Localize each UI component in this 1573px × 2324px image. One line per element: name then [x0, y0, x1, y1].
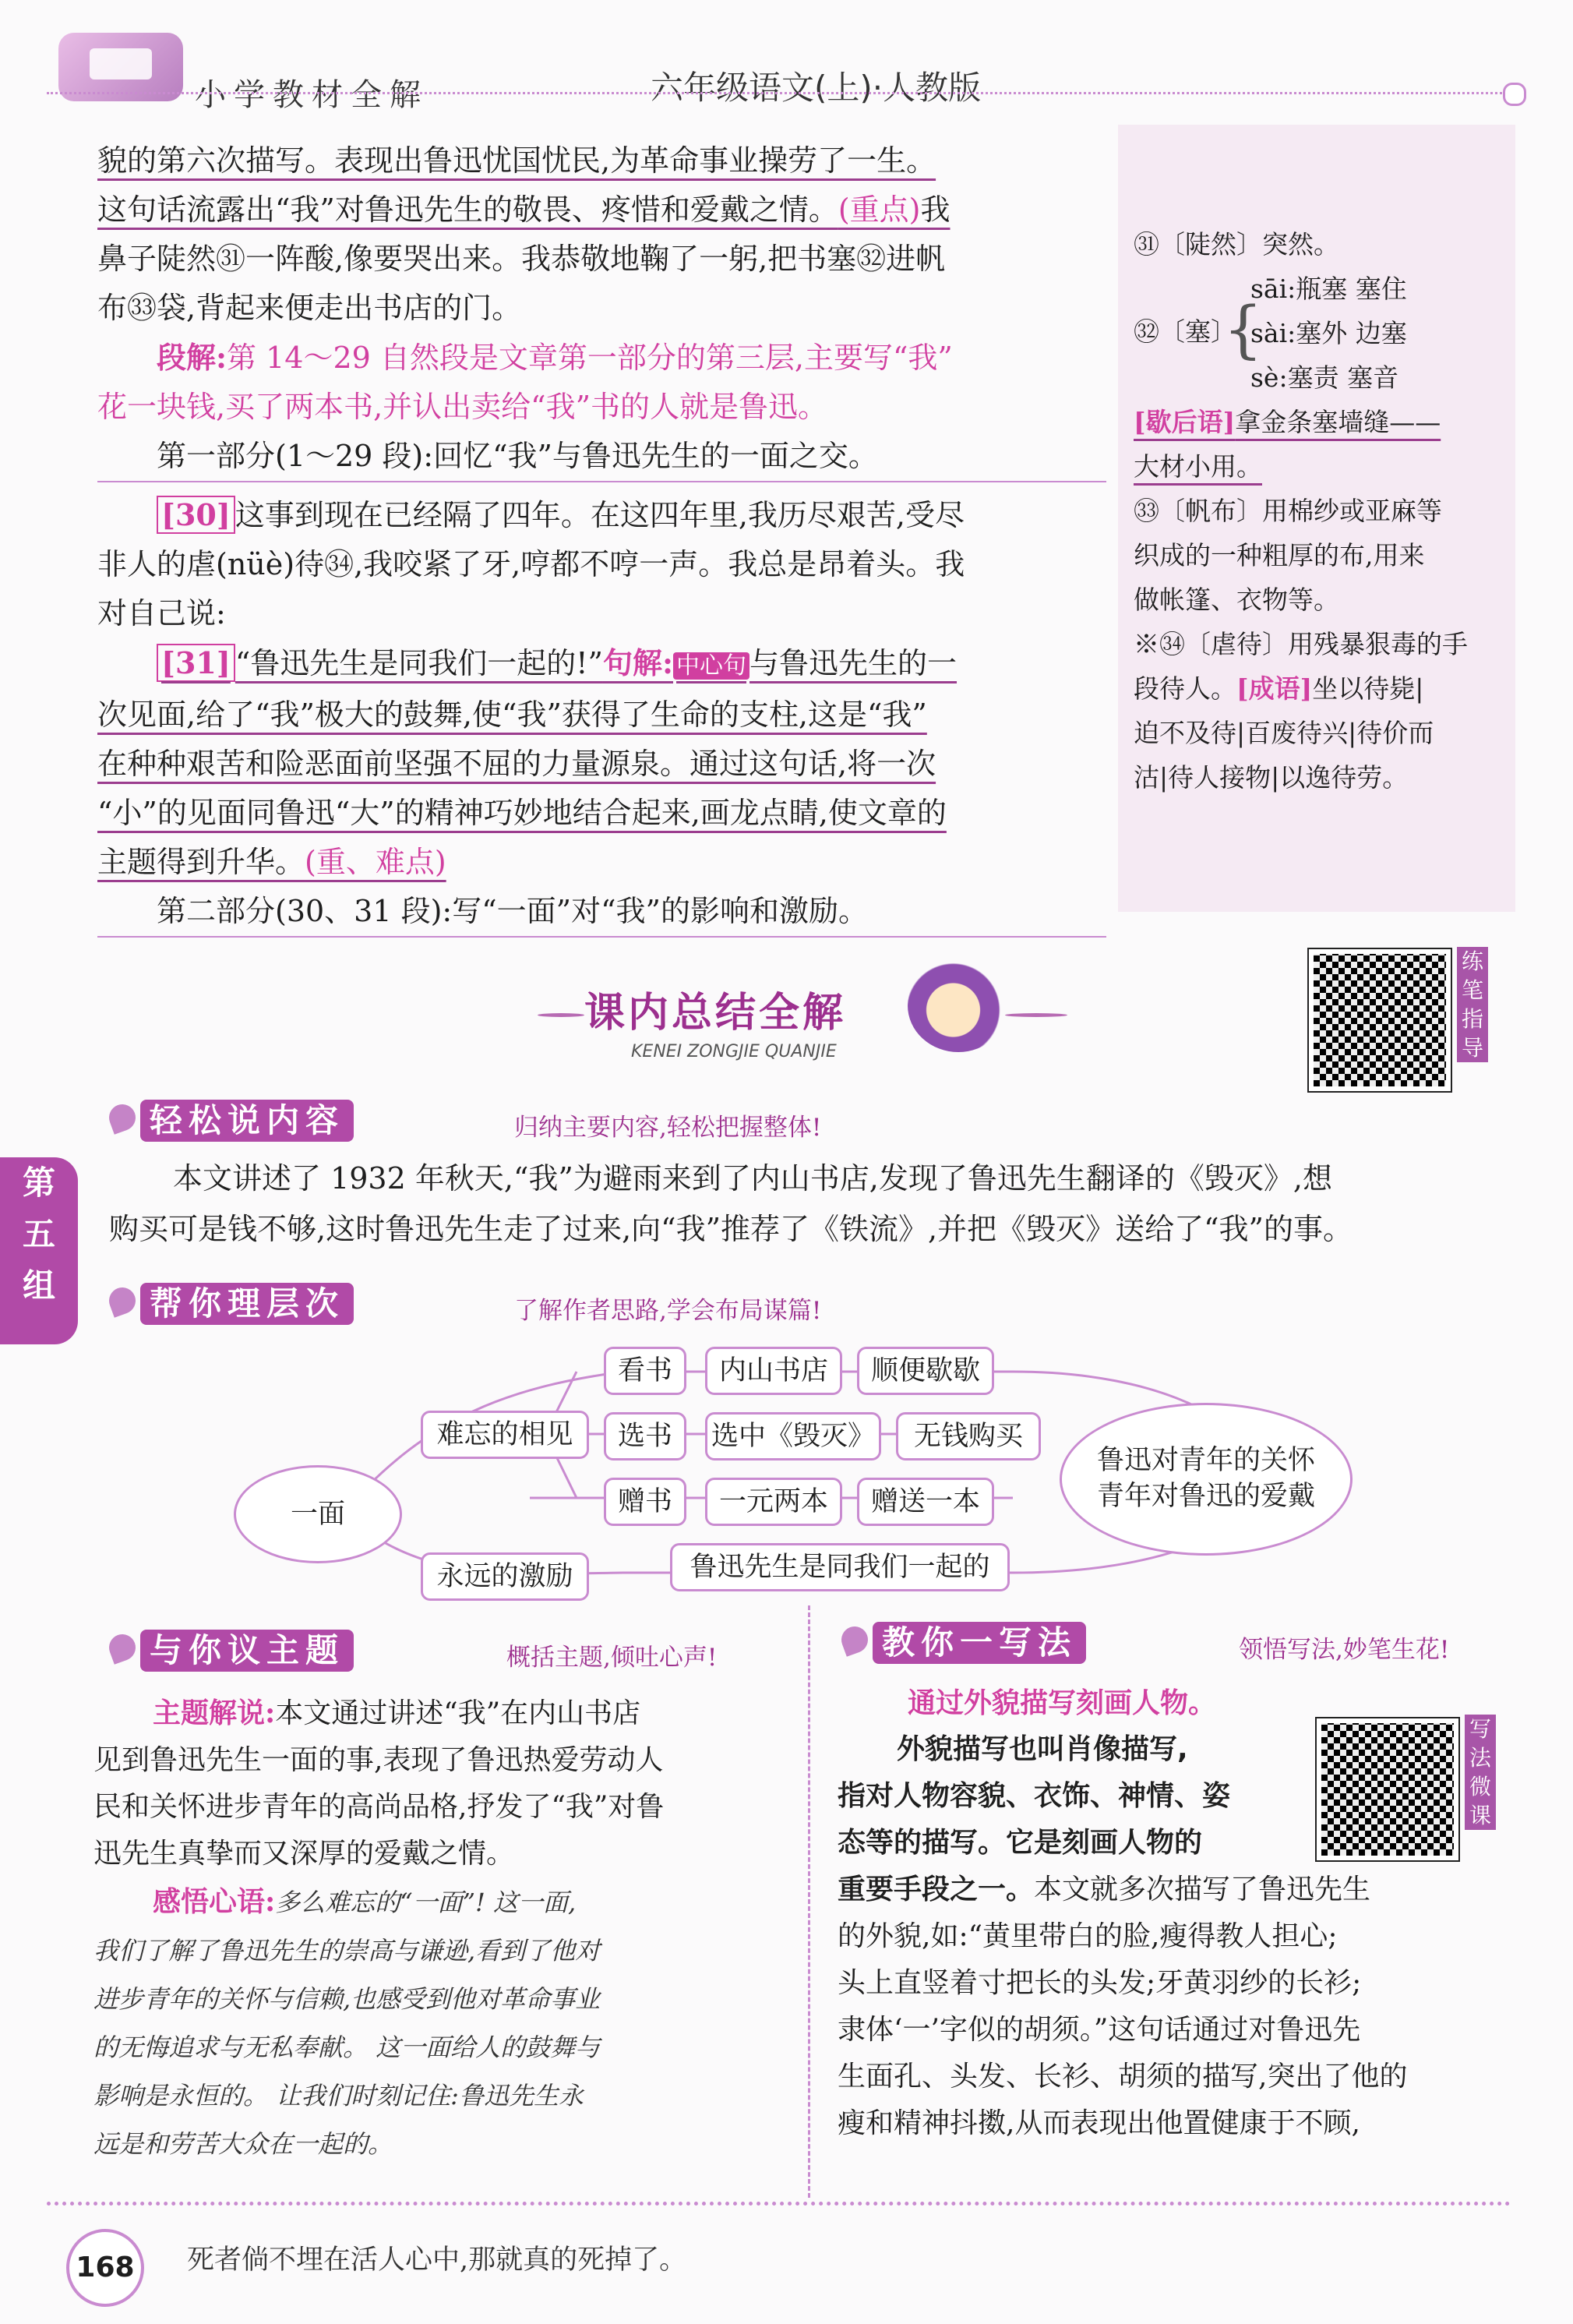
mindmap-node: 看书: [604, 1347, 686, 1395]
summary-title: [584, 962, 919, 1072]
title-wing-left: [538, 1013, 584, 1017]
note-line: 织成的一种粗厚的布,用来: [1134, 540, 1425, 570]
note-label: ※㉞〔虐待〕: [1134, 629, 1288, 659]
text-line: 购买可是钱不够,这时鲁迅先生走了过来,向“我”推荐了《铁流》,并把《毁灭》送给了“我”的事。: [109, 1212, 1353, 1246]
mindmap-node: 无钱购买: [896, 1412, 1041, 1460]
note-line: 大材小用。: [1134, 451, 1262, 482]
butterfly-icon: [105, 1100, 139, 1135]
writing-text: [838, 1679, 1500, 2147]
text-line: 生面孔、头发、长衫、胡须的描写,突出了他的: [838, 2061, 1408, 2093]
text-line: 隶体‘一’字似的胡须。”这句话通过对鲁迅先: [838, 2014, 1361, 2046]
mindmap-node: 赠送一本: [857, 1478, 994, 1526]
text-span: 第 14～29 自然段是文章第一部分的第三层,主要写“我”: [227, 341, 953, 375]
qr-label: 练笔指导: [1457, 947, 1488, 1062]
mindmap-node: 一元两本: [705, 1478, 842, 1526]
butterfly-icon: [838, 1623, 872, 1657]
text-line: 远是和劳苦大众在一起的。: [93, 2129, 393, 2159]
note-line: sài:塞外 边塞: [1250, 318, 1407, 348]
idiom-label: [成语]: [1236, 673, 1313, 704]
text-line: [93, 1877, 783, 1927]
series-logo: [58, 33, 183, 101]
hedgehog-mascot-icon: [908, 959, 1009, 1052]
text-line: [838, 1867, 1500, 1913]
unit-tab: [0, 1157, 78, 1344]
text-span: “鲁迅先生是同我们一起的!”: [235, 646, 603, 680]
text-line: 在种种艰苦和险恶面前坚强不屈的力量源泉。通过这句话,将一次: [97, 747, 936, 781]
text-line: 见到鲁迅先生一面的事,表现了鲁迅热爱劳动人: [93, 1744, 664, 1776]
unit-tab-char: 五: [22, 1215, 55, 1253]
analysis-label: 段解:: [157, 340, 227, 375]
text-line: 鼻子陡然㉛一阵酸,像要哭出来。我恭敬地鞠了一躬,把书塞㉜进帆: [97, 242, 946, 276]
butterfly-icon: [105, 1630, 139, 1665]
note-33: [1134, 489, 1508, 533]
part-summary: 第二部分(30、31 段):写“一面”对“我”的影响和激励。: [97, 887, 1106, 938]
text-line: 非人的虐(nüè)待㉞,我咬紧了牙,哼都不哼一声。我总是昂着头。我: [97, 547, 965, 581]
note-34: [1134, 622, 1508, 666]
section-subtitle: KENEI ZONGJIE QUANJIE: [631, 1042, 837, 1061]
note-line: 用棉纱或亚麻等: [1262, 496, 1442, 526]
footer-quote: 死者倘不埋在活人心中,那就真的死掉了。: [187, 2245, 687, 2276]
banner-hint: 概括主题,倾吐心声!: [506, 1644, 718, 1672]
header-dot-icon: [1503, 83, 1526, 106]
writing-banner: [841, 1617, 1511, 1669]
text-line: 对自己说:: [97, 596, 226, 630]
text-line: “小”的见面同鲁迅“大”的精神巧妙地结合起来,画龙点睛,使文章的: [97, 796, 947, 830]
banner-hint: 了解作者思路,学会布局谋篇!: [514, 1297, 822, 1325]
text-line: 次见面,给了“我”极大的鼓舞,使“我”获得了生命的支柱,这是“我”: [97, 698, 927, 732]
mindmap-branch: 难忘的相见: [421, 1411, 589, 1459]
paragraph-number: [31]: [157, 644, 235, 682]
note-line: 坐以待毙|: [1312, 673, 1424, 704]
writing-heading: 通过外貌描写刻画人物。: [908, 1686, 1217, 1719]
text-span: 主题得到升华。: [97, 845, 305, 879]
text-line: 民和关怀进步青年的高尚品格,抒发了“我”对鲁: [93, 1791, 665, 1823]
key-point-mark: (重点): [838, 192, 921, 227]
text-line: 的外貌,如:“黄里带白的脸,瘦得教人担心;: [838, 1920, 1338, 1952]
note-line: sāi:瓶塞 塞住: [1250, 274, 1407, 304]
main-text: [97, 136, 1106, 938]
mindmap-node: 赠书: [604, 1478, 686, 1526]
theme-label: 主题解说:: [153, 1697, 276, 1729]
mindmap-branch: 永远的激励: [421, 1552, 589, 1601]
mindmap-node: 顺便歇歇: [857, 1347, 994, 1395]
banner-label: 轻松说内容: [140, 1100, 354, 1142]
page-number: 168: [66, 2229, 144, 2307]
insight-label: 感悟心语:: [153, 1885, 276, 1918]
butterfly-icon: [105, 1284, 139, 1318]
note-line: 沽|待人接物|以逸待劳。: [1134, 762, 1409, 793]
mindmap-root: 一面: [234, 1465, 402, 1563]
note-line: 做帐篷、衣物等。: [1134, 585, 1339, 615]
text-span: 本文就多次描写了鲁迅先生: [1034, 1874, 1371, 1905]
mindmap-node: 选中《毁灭》: [705, 1412, 881, 1460]
text-line: 我们了解了鲁迅先生的崇高与谦逊,看到了他对: [93, 1936, 601, 1966]
note-line: 段待人。: [1134, 673, 1236, 704]
paragraph-31: [97, 638, 1106, 690]
text-line: 迅先生真挚而又深厚的爱戴之情。: [93, 1838, 515, 1870]
text-line: 进步青年的关怀与信赖,也感受到他对革命事业: [93, 1984, 601, 2014]
content-banner: [109, 1095, 1044, 1146]
banner-hint: 领悟写法,妙笔生花!: [1239, 1636, 1450, 1664]
text-span: 我: [920, 192, 951, 227]
analysis-label: 句解:: [602, 645, 674, 680]
content-summary: [109, 1153, 1504, 1255]
text-line: 布㉝袋,背起来便走出书店的门。: [97, 291, 522, 325]
text-line: 影响是永恒的。 让我们时刻记住:鲁迅先生永: [93, 2081, 584, 2110]
note-line: 用残暴狠毒的手: [1288, 629, 1468, 659]
text-line: 本文讲述了 1932 年秋天,“我”为避雨来到了内山书店,发现了鲁迅先生翻译的《毁灭》,想: [173, 1161, 1332, 1196]
theme-text: [93, 1690, 783, 2168]
mindmap-outcome: [1060, 1403, 1353, 1556]
structure-mindmap: [234, 1325, 1379, 1605]
mindmap-node: 鲁迅先生是同我们一起的: [670, 1543, 1010, 1591]
qr-label: 写法微课: [1465, 1715, 1496, 1830]
unit-tab-char: 第: [22, 1164, 55, 1202]
mindmap-node: 内山书店: [705, 1347, 842, 1395]
note-line: 拿金条塞墙缝——: [1235, 407, 1441, 437]
brace-icon: {: [1223, 293, 1263, 366]
title-wing-right: [1005, 1013, 1067, 1017]
banner-label: 与你议主题: [140, 1630, 354, 1672]
text-line: 头上直竖着寸把长的头发;牙黄羽纱的长衫;: [838, 1967, 1362, 1999]
column-divider: [808, 1605, 810, 2198]
section-title: 课内总结全解: [584, 990, 847, 1037]
footer-divider: [47, 2202, 1511, 2206]
text-span: 重要手段之一。: [838, 1874, 1035, 1905]
banner-label: 帮你理层次: [140, 1283, 354, 1325]
text-span: 多么难忘的“一面”! 这一面,: [275, 1888, 577, 1917]
outcome-line: 鲁迅对青年的关怀: [1096, 1445, 1315, 1476]
part-summary: 第一部分(1～29 段):回忆“我”与鲁迅先生的一面之交。: [97, 432, 1106, 482]
text-line: 花一块钱,买了两本书,并认出卖给“我”书的人就是鲁迅。: [97, 390, 828, 424]
text-line: 外貌描写也叫肖像描写,: [897, 1733, 1188, 1765]
mindmap-node: 选书: [604, 1412, 686, 1460]
text-line: 的无悔追求与无私奉献。 这一面给人的鼓舞与: [93, 2033, 601, 2062]
note-label: ㉝〔帆布〕: [1134, 496, 1262, 526]
side-notes: [1134, 222, 1508, 800]
paragraph-number: [30]: [157, 496, 235, 534]
qr-code-icon[interactable]: [1309, 949, 1451, 1091]
text-span: 这句话流露出“我”对鲁迅先生的敬畏、疼惜和爱戴之情。: [97, 192, 838, 227]
note-line: sè:塞责 塞音: [1250, 362, 1399, 393]
note-line: [1134, 666, 1508, 711]
book-title: 六年级语文(上)·人教版: [651, 69, 982, 107]
paragraph-analysis: [97, 333, 1106, 383]
proverb: [1134, 400, 1508, 444]
note-line: 迫不及待|百废待兴|待价而: [1134, 718, 1434, 748]
banner-hint: 归纳主要内容,轻松把握整体!: [514, 1114, 822, 1142]
unit-tab-char: 组: [22, 1266, 55, 1305]
central-sentence-tag: 中心句: [673, 652, 749, 680]
header-divider: [47, 92, 1511, 94]
series-title: 小学教材全解: [195, 77, 429, 113]
banner-label: 教你一写法: [873, 1622, 1086, 1664]
paragraph-30: [97, 490, 1106, 540]
text-line: [97, 838, 1106, 887]
text-line: 貌的第六次描写。表现出鲁迅忧国忧民,为革命事业操劳了一生。: [97, 143, 936, 178]
note-label: ㉜〔塞〕: [1134, 316, 1236, 347]
note-32: [1134, 267, 1508, 400]
outcome-line: 青年对鲁迅的爱戴: [1096, 1481, 1315, 1512]
key-point-mark: (重、难点): [305, 845, 446, 879]
layers-banner: [109, 1278, 1044, 1330]
note-31: ㉛〔陡然〕突然。: [1134, 229, 1339, 260]
text-line: 态等的描写。它是刻画人物的: [838, 1827, 1203, 1859]
text-line: 瘦和精神抖擞,从而表现出他置健康于不顾,: [838, 2107, 1360, 2139]
theme-banner: [109, 1625, 795, 1676]
text-line: [97, 185, 1106, 235]
text-span: 这事到现在已经隔了四年。在这四年里,我历尽艰苦,受尽: [235, 498, 965, 532]
text-line: [93, 1690, 783, 1737]
proverb-label: [歇后语]: [1134, 407, 1236, 437]
text-line: 指对人物容貌、衣饰、神情、姿: [838, 1780, 1231, 1812]
text-span: 本文通过讲述“我”在内山书店: [275, 1697, 641, 1729]
text-span: 与鲁迅先生的一: [749, 646, 958, 680]
